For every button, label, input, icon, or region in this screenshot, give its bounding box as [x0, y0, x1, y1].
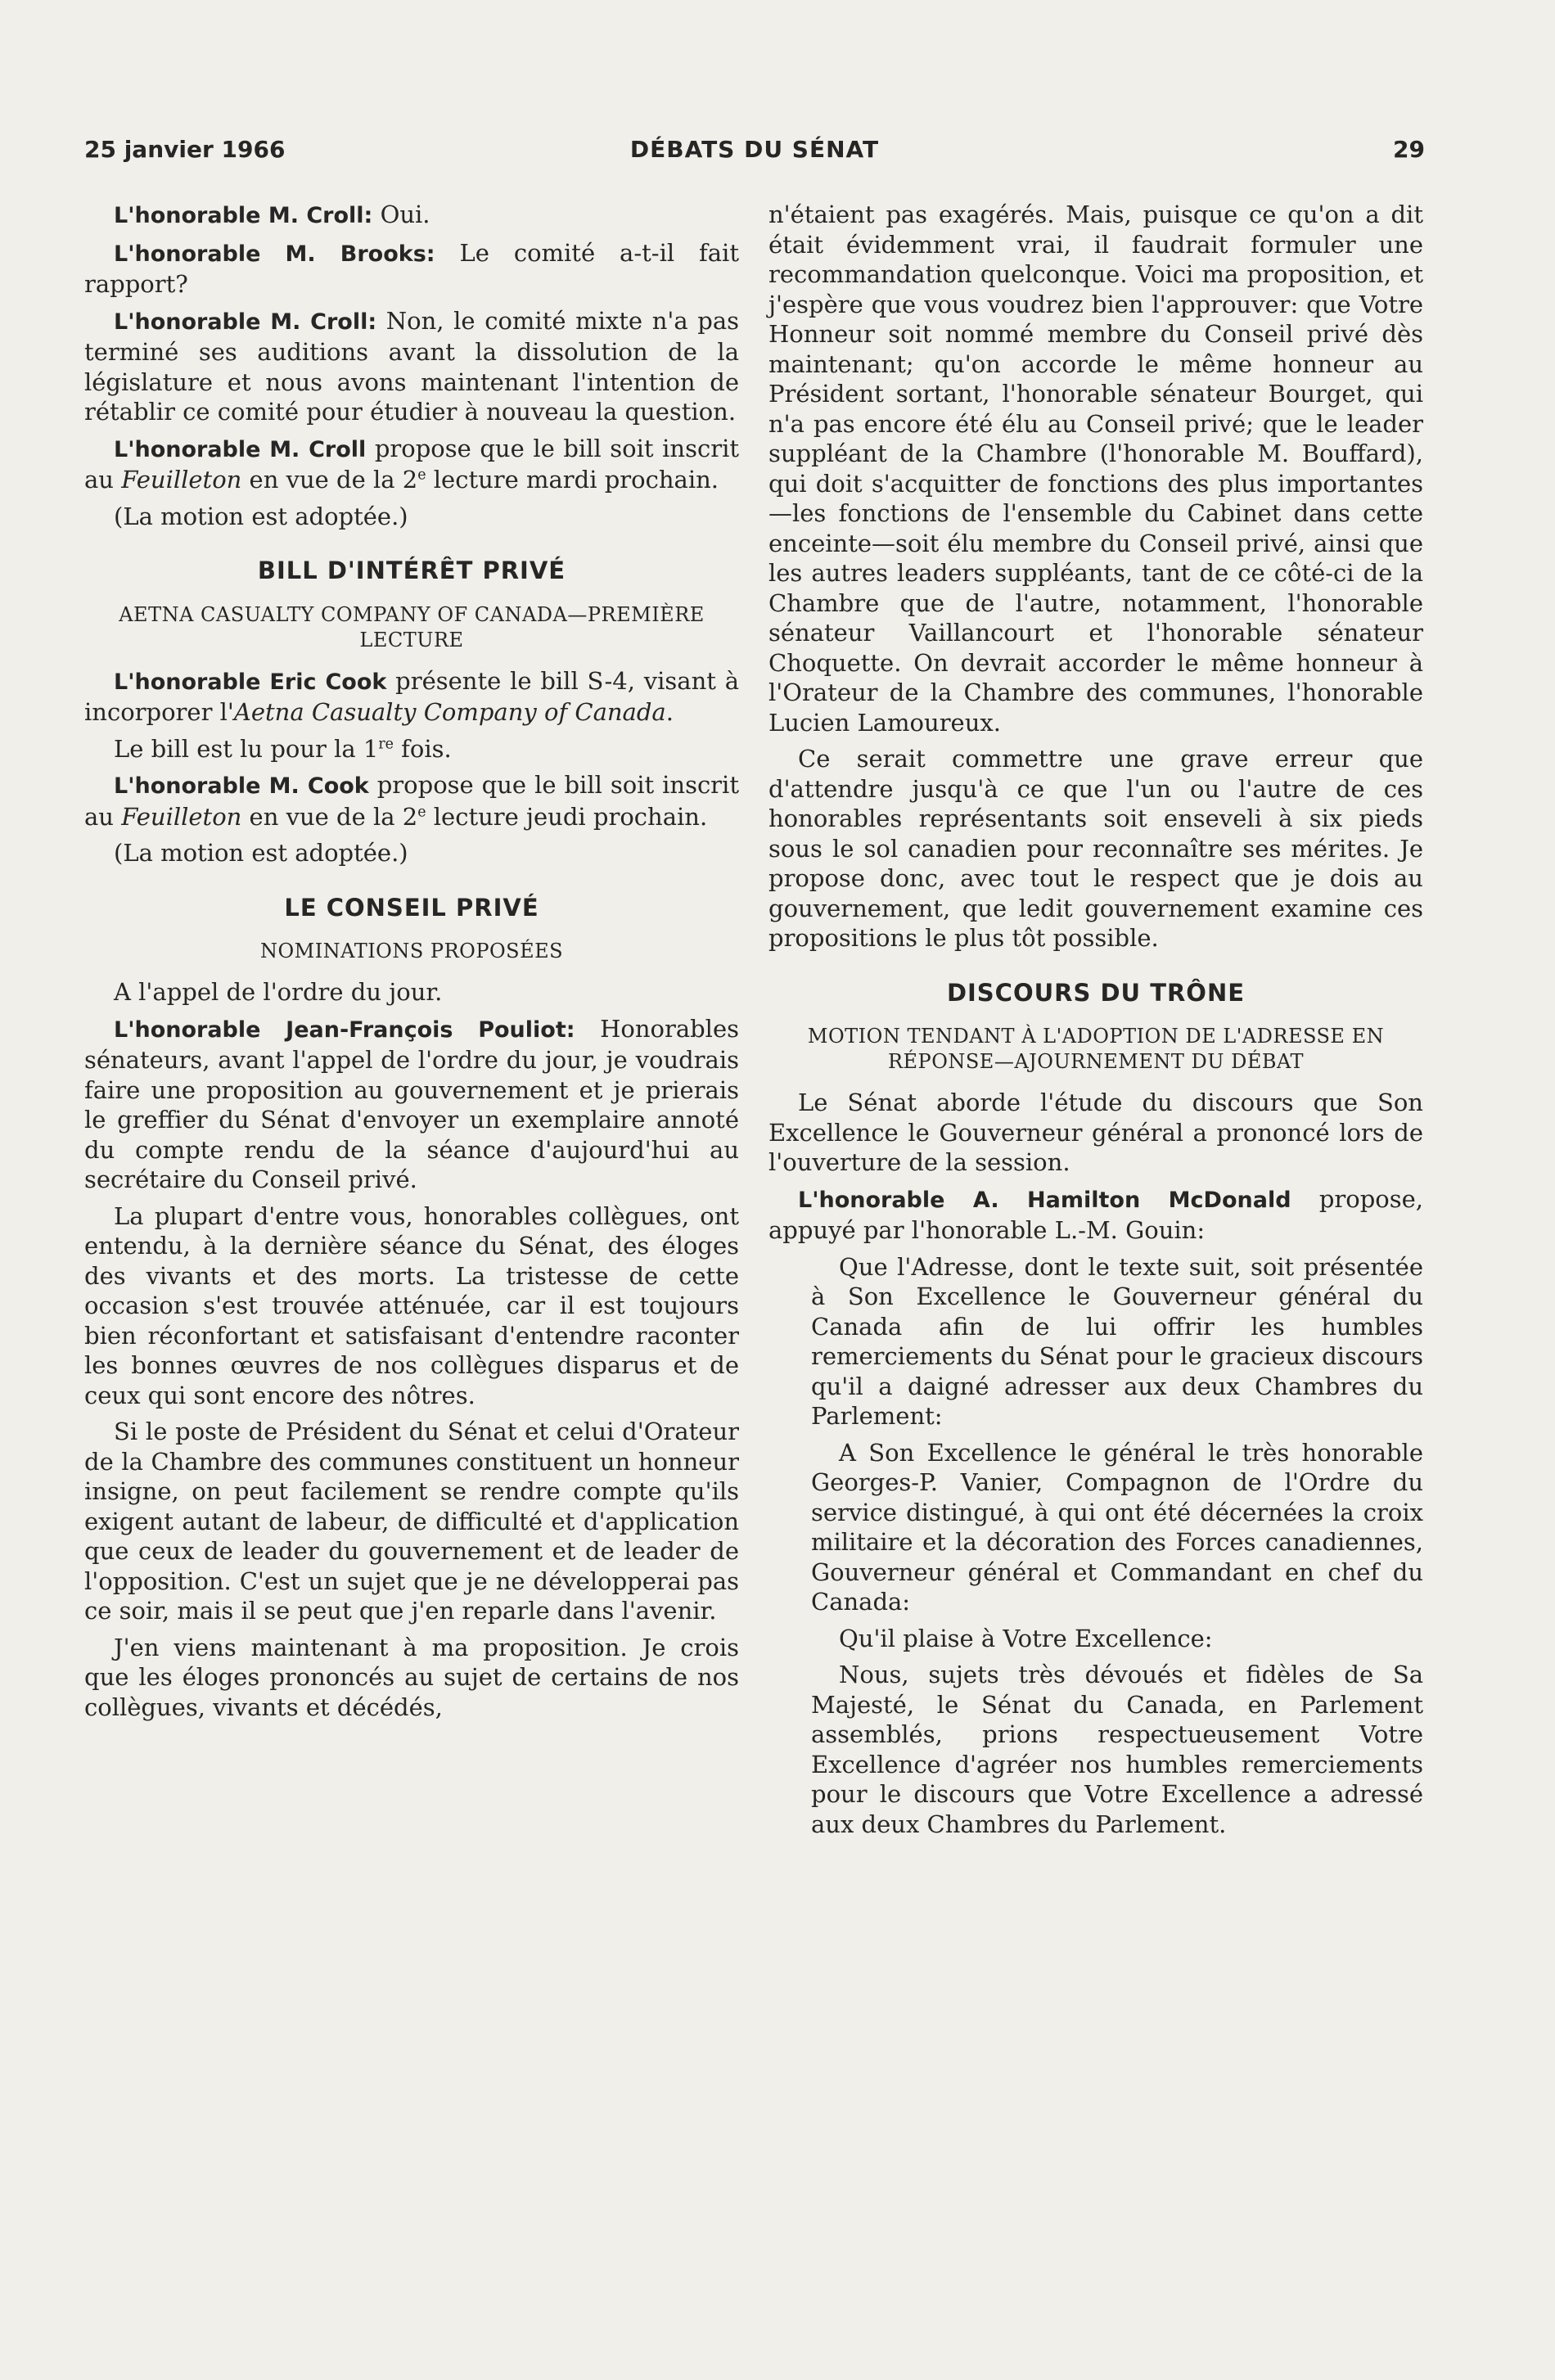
section-heading: BILL D'INTÉRÊT PRIVÉ [257, 557, 566, 584]
paragraph: Ce serait commettre une grave erreur que d'attendre jusqu'à ce que l'un ou l'autre de ces honorables représentants soit enseveli à six pieds sous le sol canadien pour reconnaître ses mérites. Je propose donc, avec tout le respect que je dois au gouvernement, que ledit gouvernement examine ces propositions le plus tôt possible. [768, 745, 1423, 952]
paragraph: L'honorable M. Croll propose que le bill soit inscrit au Feuilleton en vue de la 2e lecture mardi prochain. [84, 434, 739, 494]
paragraph: Le bill est lu pour la 1re fois. [114, 734, 452, 763]
paragraph: J'en viens maintenant à ma proposition. Je crois que les éloges prononcés au sujet de certains de nos collègues, vivants et décédés, [84, 1633, 739, 1721]
paragraph: Si le poste de Président du Sénat et celui d'Orateur de la Chambre des communes constituent un honneur insigne, on peut facilement se rendre compte qu'ils exigent autant de labeur, de difficulté et d'application que ceux de leader du gouvernement et de leader de l'opposition. C'est un sujet que je ne développerai pas ce soir, mais il se peut que j'en reparle dans l'avenir. [84, 1418, 739, 1625]
speaker-name: L'honorable Eric Cook [114, 669, 387, 695]
paragraph: L'honorable Jean-François Pouliot: Honorables sénateurs, avant l'appel de l'ordre du jour, je voudrais faire une proposition au gouvernement et je prierais le greffier du Sénat d'envoyer un exemplaire annoté du compte rendu de la séance d'aujourd'hui au secrétaire du Conseil privé. [84, 1014, 739, 1193]
paragraph: (La motion est adoptée.) [114, 502, 408, 530]
paragraph: L'honorable M. Brooks: Le comité a-t-il fait rapport? [84, 238, 739, 298]
speaker-name: L'honorable M. Cook [114, 773, 369, 799]
paragraph: L'honorable A. Hamilton McDonald propose, appuyé par l'honorable L.-M. Gouin: [768, 1184, 1423, 1244]
speaker-name: L'honorable A. Hamilton McDonald [798, 1187, 1291, 1213]
quoted-paragraph: Nous, sujets très dévoués et fidèles de Sa Majesté, le Sénat du Canada, en Parlement assemblés, prions respectueusement Votre Excellence d'agréer nos humbles remerciements pour le discours que Votre Excellence a adressé aux deux Chambres du Parlement. [811, 1661, 1423, 1838]
section-subheading: AETNA CASUALTY COMPANY OF CANADA—PREMIÈRE LECTURE [119, 602, 705, 651]
speaker-name: L'honorable M. Croll [114, 436, 367, 462]
paragraph: L'honorable M. Croll: Oui. [114, 201, 430, 228]
paragraph: L'honorable M. Cook propose que le bill soit inscrit au Feuilleton en vue de la 2e lecture jeudi prochain. [84, 771, 739, 831]
speaker-name: L'honorable Jean-François Pouliot: [114, 1016, 575, 1043]
page-header [84, 136, 1425, 169]
paragraph: A l'appel de l'ordre du jour. [114, 978, 443, 1006]
header-title: DÉBATS DU SÉNAT [629, 136, 880, 163]
section-heading: LE CONSEIL PRIVÉ [284, 893, 539, 922]
paragraph: L'honorable Eric Cook présente le bill S-4, visant à incorporer l'Aetna Casualty Company of Canada. [84, 666, 739, 726]
paragraph: Le Sénat aborde l'étude du discours que Son Excellence le Gouverneur général a prononcé lors de l'ouverture de la session. [768, 1089, 1423, 1176]
header-date: 25 janvier 1966 [84, 136, 286, 163]
speaker-name: L'honorable M. Croll: [114, 203, 373, 228]
speaker-name: L'honorable M. Brooks: [114, 241, 435, 267]
right-column [768, 200, 1423, 1846]
speaker-name: L'honorable M. Croll: [114, 309, 377, 335]
quoted-paragraph: Que l'Adresse, dont le texte suit, soit présentée à Son Excellence le Gouverneur général du Canada afin de lui offrir les humbles remerciements du Sénat pour le gracieux discours qu'il a daigné adresser aux deux Chambres du Parlement: [811, 1252, 1423, 1430]
section-heading: DISCOURS DU TRÔNE [946, 978, 1246, 1007]
page-number: 29 [1393, 136, 1425, 163]
paragraph: La plupart d'entre vous, honorables collègues, ont entendu, à la dernière séance du Sénat, des éloges des vivants et des morts. La tristesse de cette occasion s'est trouvée atténuée, car il est toujours bien réconfortant et satisfaisant d'entendre raconter les bonnes œuvres de nos collègues disparus et de ceux qui sont encore des nôtres. [84, 1201, 739, 1409]
paragraph: n'étaient pas exagérés. Mais, puisque ce qu'on a dit était évidemment vrai, il faudrait formuler une recommandation quelconque. Voici ma proposition, et j'espère que vous voudrez bien l'approuver: que Votre Honneur soit nommé membre du Conseil privé dès maintenant; qu'on accorde le même honneur au Président sortant, l'honorable sénateur Bourget, qui n'a pas encore été élu au Conseil privé; que le leader suppléant de la Chambre (l'honorable M. Bouffard), qui doit s'acquitter de fonctions des plus importantes—les fonctions de l'ensemble du Cabinet dans cette enceinte—soit élu membre du Conseil privé, ainsi que les autres leaders suppléants, tant de ce côté-ci de la Chambre que de l'autre, notamment, l'honorable sénateur Vaillancourt et l'honorable sénateur Choquette. On devrait accorder le même honneur à l'Orateur de la Chambre des communes, l'honorable Lucien Lamoureux. [768, 201, 1423, 737]
left-column [84, 200, 739, 1729]
quoted-paragraph: A Son Excellence le général le très honorable Georges-P. Vanier, Compagnon de l'Ordre du service distingué, à qui ont été décernées la croix militaire et la décoration des Forces canadiennes, Gouverneur général et Commandant en chef du Canada: [811, 1438, 1423, 1616]
quoted-paragraph: Qu'il plaise à Votre Excellence: [839, 1624, 1213, 1652]
section-subheading: NOMINATIONS PROPOSÉES [259, 940, 564, 962]
paragraph: L'honorable M. Croll: Non, le comité mixte n'a pas terminé ses auditions avant la dissolution de la législature et nous avons maintenant l'intention de rétablir ce comité pour étudier à nouveau la question. [84, 306, 739, 426]
paragraph: (La motion est adoptée.) [114, 839, 408, 867]
section-subheading: MOTION TENDANT À L'ADOPTION DE L'ADRESSE EN RÉPONSE—AJOURNEMENT DU DÉBAT [807, 1025, 1385, 1073]
